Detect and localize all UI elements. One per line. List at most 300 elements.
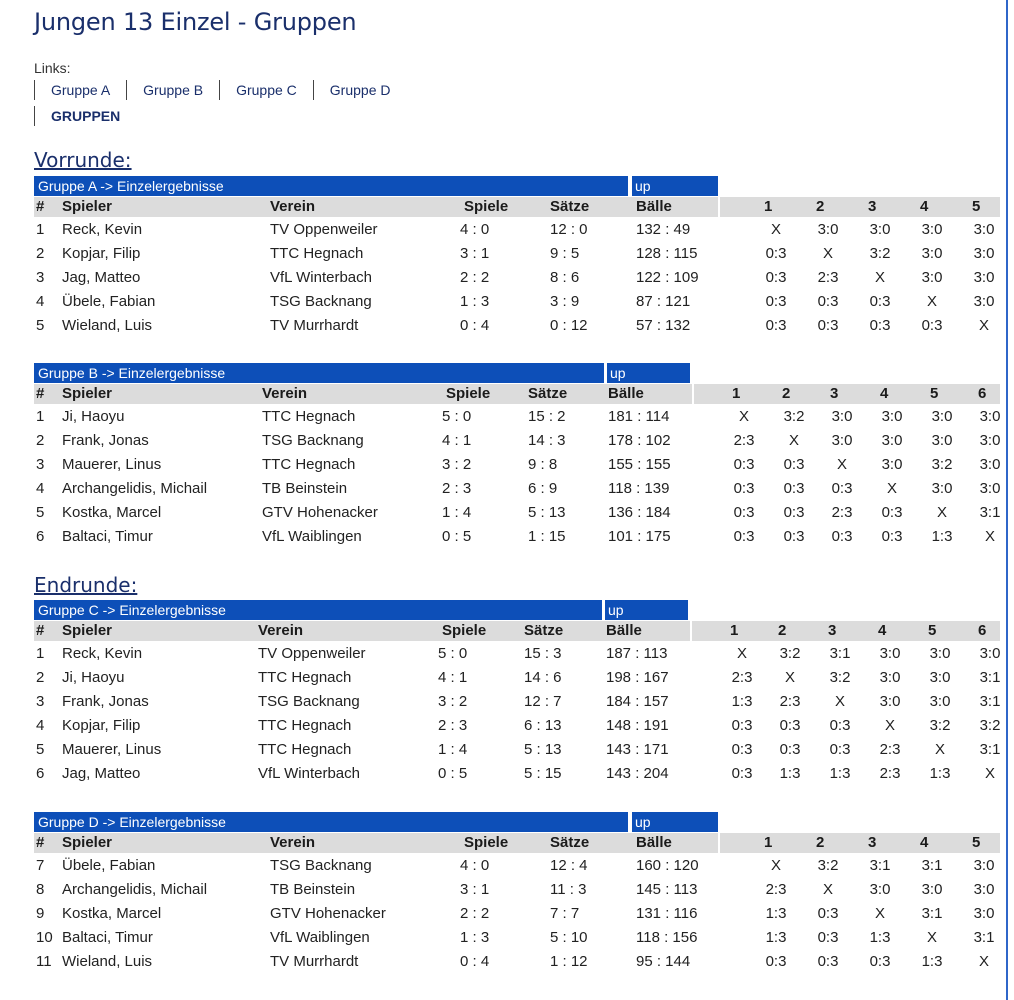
match-result[interactable]: 3:0 [931, 408, 953, 425]
table-header-row [34, 832, 1000, 854]
match-result[interactable]: 3:0 [879, 669, 901, 686]
match-result[interactable]: 3:2 [979, 717, 1001, 734]
sets-score: 9 : 8 [528, 456, 558, 473]
player-club: TTC Hegnach [270, 245, 364, 262]
page-frame-border [1006, 0, 1008, 1000]
match-result[interactable]: 3:0 [929, 645, 951, 662]
match-result[interactable]: 0:3 [817, 953, 839, 970]
match-result[interactable]: X [738, 408, 749, 425]
match-result[interactable]: 3:0 [881, 408, 903, 425]
group-table [34, 176, 1000, 338]
match-result[interactable]: 0:3 [921, 317, 943, 334]
match-result[interactable]: 1:3 [921, 953, 943, 970]
match-result[interactable]: 0:3 [817, 905, 839, 922]
match-result[interactable]: 0:3 [869, 953, 891, 970]
header-verein: Verein [270, 834, 316, 851]
table-row [34, 429, 1000, 453]
match-result[interactable]: 2:3 [731, 669, 753, 686]
match-result[interactable]: 0:3 [869, 317, 891, 334]
player-name: Frank, Jonas [62, 693, 149, 710]
balls-score: 145 : 113 [636, 881, 698, 898]
match-result[interactable]: 3:1 [979, 693, 1001, 710]
header-opponent-2: 2 [816, 198, 825, 215]
player-club: VfL Winterbach [258, 765, 360, 782]
match-result[interactable]: 3:0 [921, 881, 943, 898]
header-saetze: Sätze [550, 198, 590, 215]
match-result[interactable]: X [926, 929, 937, 946]
player-club: TV Murrhardt [270, 953, 359, 970]
match-result[interactable]: 3:0 [973, 221, 995, 238]
balls-score: 131 : 116 [636, 905, 698, 922]
match-result[interactable]: 0:3 [765, 293, 787, 310]
player-club: TSG Backnang [270, 857, 372, 874]
match-result[interactable]: X [884, 717, 895, 734]
match-result[interactable]: 0:3 [733, 480, 755, 497]
header-spieler: Spieler [62, 385, 113, 402]
link-gruppe-d[interactable]: Gruppe D [313, 80, 407, 100]
match-result[interactable]: X [770, 857, 781, 874]
header-background [34, 384, 692, 404]
match-result[interactable]: 0:3 [783, 528, 805, 545]
group-header-bar [34, 176, 1000, 196]
match-result[interactable]: 3:0 [869, 881, 891, 898]
sets-score: 6 : 9 [528, 480, 558, 497]
match-result[interactable]: X [978, 953, 989, 970]
match-result[interactable]: 0:3 [733, 456, 755, 473]
match-result[interactable]: 3:0 [973, 293, 995, 310]
group-title-link[interactable]: Gruppe C -> Einzelergebnisse [34, 600, 602, 620]
games-score: 4 : 0 [460, 221, 490, 238]
games-score: 3 : 1 [460, 245, 490, 262]
balls-score: 101 : 175 [608, 528, 671, 545]
match-result[interactable]: 3:2 [817, 857, 839, 874]
match-result[interactable]: 2:3 [765, 881, 787, 898]
player-name: Reck, Kevin [62, 645, 143, 662]
header-opponent-5: 5 [928, 622, 937, 639]
match-result[interactable]: X [984, 528, 995, 545]
match-result[interactable]: 0:3 [783, 504, 805, 521]
player-club: TV Oppenweiler [270, 221, 378, 238]
table-header-row [34, 196, 1000, 218]
player-club: TTC Hegnach [258, 717, 352, 734]
match-result[interactable]: 2:3 [879, 741, 901, 758]
player-name: Mauerer, Linus [62, 456, 162, 473]
section-vorrunde: Vorrunde: [34, 148, 132, 172]
games-score: 3 : 2 [442, 456, 472, 473]
games-score: 4 : 1 [442, 432, 472, 449]
match-result[interactable]: 3:1 [979, 669, 1001, 686]
sets-score: 12 : 4 [550, 857, 588, 874]
match-result[interactable]: 3:1 [979, 741, 1001, 758]
match-result[interactable]: 3:0 [921, 269, 943, 286]
match-result[interactable]: 2:3 [779, 693, 801, 710]
match-result[interactable]: X [926, 293, 937, 310]
match-result[interactable]: 0:3 [779, 741, 801, 758]
player-name: Archangelidis, Michail [62, 881, 208, 898]
player-rank: 3 [36, 269, 45, 286]
sets-score: 3 : 9 [550, 293, 580, 310]
link-gruppe-c[interactable]: Gruppe C [219, 80, 313, 100]
player-club: TTC Hegnach [262, 408, 356, 425]
table-row [34, 714, 1000, 738]
header-spiele: Spiele [442, 622, 487, 639]
header-opponent-5: 5 [972, 834, 981, 851]
player-club: TSG Backnang [270, 293, 372, 310]
header-opponent-5: 5 [972, 198, 981, 215]
match-result[interactable]: 3:0 [921, 245, 943, 262]
games-score: 0 : 5 [442, 528, 472, 545]
group-up-link[interactable]: up [632, 812, 718, 832]
header-spieler: Spieler [62, 198, 113, 215]
games-score: 4 : 1 [438, 669, 468, 686]
group-header-bar [34, 600, 1000, 620]
balls-score: 155 : 155 [608, 456, 671, 473]
games-score: 2 : 2 [460, 905, 490, 922]
match-result[interactable]: 1:3 [829, 765, 851, 782]
match-result[interactable]: 3:2 [779, 645, 801, 662]
match-result[interactable]: 3:0 [973, 905, 995, 922]
match-result[interactable]: 0:3 [829, 741, 851, 758]
match-result[interactable]: 0:3 [731, 765, 753, 782]
match-result[interactable]: 3:0 [979, 456, 1001, 473]
match-result[interactable]: 3:2 [783, 408, 805, 425]
sets-score: 15 : 2 [528, 408, 566, 425]
header-opponent-3: 3 [868, 198, 877, 215]
group-table [34, 363, 1000, 549]
player-rank: 2 [36, 669, 45, 686]
table-header-row [34, 383, 1000, 405]
balls-score: 132 : 49 [636, 221, 691, 238]
sets-score: 1 : 12 [550, 953, 588, 970]
match-result[interactable]: 3:0 [929, 669, 951, 686]
header-baelle: Bälle [608, 385, 644, 402]
player-name: Wieland, Luis [62, 953, 153, 970]
player-rank: 1 [36, 221, 45, 238]
table-row [34, 477, 1000, 501]
match-result[interactable]: 0:3 [817, 929, 839, 946]
match-result[interactable]: 3:1 [869, 857, 891, 874]
player-rank: 7 [36, 857, 45, 874]
sets-score: 14 : 3 [528, 432, 566, 449]
match-result[interactable]: 1:3 [765, 905, 787, 922]
games-score: 1 : 3 [460, 929, 490, 946]
group-title-link[interactable]: Gruppe A -> Einzelergebnisse [34, 176, 628, 196]
match-result[interactable]: 0:3 [829, 717, 851, 734]
player-name: Baltaci, Timur [62, 528, 153, 545]
player-name: Jag, Matteo [62, 269, 141, 286]
match-result[interactable]: 3:0 [921, 221, 943, 238]
match-result[interactable]: 0:3 [783, 456, 805, 473]
match-result[interactable]: X [984, 765, 995, 782]
games-score: 1 : 3 [460, 293, 490, 310]
match-result[interactable]: 3:0 [879, 645, 901, 662]
header-opponent-4: 4 [920, 834, 929, 851]
header-background [34, 197, 718, 217]
header-opponent-4: 4 [878, 622, 887, 639]
match-result[interactable]: X [836, 456, 847, 473]
header-opponent-6: 6 [978, 622, 987, 639]
table-row [34, 762, 1000, 786]
balls-score: 187 : 113 [606, 645, 668, 662]
group-up-link[interactable]: up [607, 363, 690, 383]
match-result[interactable]: 2:3 [733, 432, 755, 449]
games-score: 5 : 0 [442, 408, 472, 425]
header-opponent-1: 1 [730, 622, 739, 639]
link-gruppe-a[interactable]: Gruppe A [34, 80, 126, 100]
player-name: Kostka, Marcel [62, 905, 162, 922]
match-result[interactable]: 3:0 [831, 408, 853, 425]
balls-score: 95 : 144 [636, 953, 691, 970]
games-score: 2 : 3 [442, 480, 472, 497]
match-result[interactable]: 1:3 [765, 929, 787, 946]
header-baelle: Bälle [636, 834, 672, 851]
header-opponent-1: 1 [732, 385, 741, 402]
header-spiele: Spiele [446, 385, 491, 402]
balls-score: 128 : 115 [636, 245, 698, 262]
games-score: 2 : 3 [438, 717, 468, 734]
player-rank: 2 [36, 245, 45, 262]
match-result[interactable]: X [934, 741, 945, 758]
match-result[interactable]: 3:1 [979, 504, 1001, 521]
group-table [34, 600, 1000, 786]
player-rank: 3 [36, 456, 45, 473]
player-name: Mauerer, Linus [62, 741, 162, 758]
balls-score: 181 : 114 [608, 408, 670, 425]
balls-score: 160 : 120 [636, 857, 699, 874]
group-table [34, 812, 1000, 974]
player-name: Kostka, Marcel [62, 504, 162, 521]
sets-score: 5 : 10 [550, 929, 588, 946]
match-result[interactable]: 2:3 [831, 504, 853, 521]
header-spieler: Spieler [62, 834, 113, 851]
games-score: 1 : 4 [442, 504, 472, 521]
sets-score: 5 : 13 [528, 504, 566, 521]
player-rank: 5 [36, 504, 45, 521]
match-result[interactable]: 3:1 [921, 905, 943, 922]
match-result[interactable]: X [788, 432, 799, 449]
match-result[interactable]: X [834, 693, 845, 710]
header-opponent-3: 3 [828, 622, 837, 639]
match-result[interactable]: 3:2 [929, 717, 951, 734]
balls-score: 143 : 171 [606, 741, 669, 758]
header-baelle: Bälle [606, 622, 642, 639]
match-result[interactable]: X [874, 905, 885, 922]
group-title-link[interactable]: Gruppe B -> Einzelergebnisse [34, 363, 604, 383]
match-result[interactable]: 0:3 [783, 480, 805, 497]
match-result[interactable]: 0:3 [779, 717, 801, 734]
sets-score: 5 : 15 [524, 765, 562, 782]
balls-score: 178 : 102 [608, 432, 671, 449]
header-saetze: Sätze [550, 834, 590, 851]
games-score: 0 : 4 [460, 953, 490, 970]
match-result[interactable]: 0:3 [765, 317, 787, 334]
header-spiele: Spiele [464, 834, 509, 851]
table-row [34, 453, 1000, 477]
player-name: Wieland, Luis [62, 317, 153, 334]
header-opponent-3: 3 [868, 834, 877, 851]
player-rank: 4 [36, 293, 45, 310]
match-result[interactable]: X [822, 881, 833, 898]
group-title-link[interactable]: Gruppe D -> Einzelergebnisse [34, 812, 628, 832]
player-name: Übele, Fabian [62, 293, 156, 310]
header-opponent-1: 1 [764, 198, 773, 215]
table-row [34, 926, 1000, 950]
match-result[interactable]: 0:3 [765, 953, 787, 970]
match-result[interactable]: 0:3 [765, 269, 787, 286]
player-rank: 10 [36, 929, 53, 946]
games-score: 3 : 2 [438, 693, 468, 710]
match-result[interactable]: 3:2 [869, 245, 891, 262]
games-score: 0 : 5 [438, 765, 468, 782]
table-header-row [34, 620, 1000, 642]
match-result[interactable]: X [886, 480, 897, 497]
match-result[interactable]: 1:3 [929, 765, 951, 782]
match-result[interactable]: X [736, 645, 747, 662]
player-name: Archangelidis, Michail [62, 480, 208, 497]
player-name: Übele, Fabian [62, 857, 156, 874]
link-gruppe-b[interactable]: Gruppe B [126, 80, 219, 100]
player-rank: 5 [36, 317, 45, 334]
match-result[interactable]: 3:0 [973, 857, 995, 874]
player-club: VfL Winterbach [270, 269, 372, 286]
player-club: TB Beinstein [270, 881, 356, 898]
match-result[interactable]: 3:2 [931, 456, 953, 473]
header-opponent-4: 4 [920, 198, 929, 215]
match-result[interactable]: 0:3 [733, 528, 755, 545]
match-result[interactable]: 3:0 [929, 693, 951, 710]
match-result[interactable]: 3:0 [881, 456, 903, 473]
header-baelle: Bälle [636, 198, 672, 215]
match-result[interactable]: 3:0 [979, 408, 1001, 425]
player-rank: 6 [36, 765, 45, 782]
match-result[interactable]: 3:2 [829, 669, 851, 686]
table-row [34, 878, 1000, 902]
match-result[interactable]: 0:3 [881, 504, 903, 521]
header-num: # [36, 834, 45, 851]
header-verein: Verein [270, 198, 316, 215]
match-result[interactable]: X [822, 245, 833, 262]
header-opponent-2: 2 [782, 385, 791, 402]
match-result[interactable]: 0:3 [733, 504, 755, 521]
header-opponent-4: 4 [880, 385, 889, 402]
group-header-bar [34, 363, 1000, 383]
match-result[interactable]: 3:0 [879, 693, 901, 710]
match-result[interactable]: 3:0 [881, 432, 903, 449]
header-opponent-6: 6 [978, 385, 987, 402]
games-score: 0 : 4 [460, 317, 490, 334]
match-result[interactable]: 0:3 [731, 741, 753, 758]
match-result[interactable]: 0:3 [765, 245, 787, 262]
match-result[interactable]: 2:3 [879, 765, 901, 782]
header-num: # [36, 198, 45, 215]
match-result[interactable]: X [784, 669, 795, 686]
player-name: Baltaci, Timur [62, 929, 153, 946]
match-result[interactable]: 0:3 [881, 528, 903, 545]
balls-score: 87 : 121 [636, 293, 691, 310]
match-result[interactable]: 3:1 [829, 645, 851, 662]
balls-score: 198 : 167 [606, 669, 669, 686]
match-result[interactable]: 1:3 [731, 693, 753, 710]
match-result[interactable]: 0:3 [831, 480, 853, 497]
player-club: TB Beinstein [262, 480, 348, 497]
player-club: TSG Backnang [262, 432, 364, 449]
match-result[interactable]: 1:3 [869, 929, 891, 946]
match-result[interactable]: 3:0 [931, 480, 953, 497]
match-result[interactable]: 0:3 [731, 717, 753, 734]
player-name: Kopjar, Filip [62, 717, 141, 734]
header-spiele: Spiele [464, 198, 509, 215]
table-row [34, 266, 1000, 290]
match-result[interactable]: 0:3 [817, 317, 839, 334]
match-result[interactable]: 0:3 [831, 528, 853, 545]
sets-score: 6 : 13 [524, 717, 562, 734]
match-result[interactable]: 1:3 [931, 528, 953, 545]
table-row [34, 405, 1000, 429]
table-row [34, 314, 1000, 338]
match-result[interactable]: 3:0 [979, 432, 1001, 449]
match-result[interactable]: 3:1 [921, 857, 943, 874]
table-row [34, 854, 1000, 878]
sets-score: 14 : 6 [524, 669, 562, 686]
group-up-link[interactable]: up [605, 600, 688, 620]
group-up-link[interactable]: up [632, 176, 718, 196]
header-opponent-2: 2 [778, 622, 787, 639]
match-result[interactable]: 1:3 [779, 765, 801, 782]
match-result[interactable]: 3:1 [973, 929, 995, 946]
balls-score: 143 : 204 [606, 765, 669, 782]
match-result[interactable]: 3:0 [979, 645, 1001, 662]
match-result[interactable]: 3:0 [831, 432, 853, 449]
table-row [34, 242, 1000, 266]
match-result[interactable]: 3:0 [931, 432, 953, 449]
games-score: 2 : 2 [460, 269, 490, 286]
match-result[interactable]: 3:0 [973, 881, 995, 898]
balls-score: 118 : 139 [608, 480, 670, 497]
sets-score: 0 : 12 [550, 317, 588, 334]
match-result[interactable]: X [978, 317, 989, 334]
player-club: TTC Hegnach [262, 456, 356, 473]
match-result[interactable]: 3:0 [817, 221, 839, 238]
player-name: Reck, Kevin [62, 221, 143, 238]
header-opponent-2: 2 [816, 834, 825, 851]
balls-score: 57 : 132 [636, 317, 691, 334]
player-rank: 6 [36, 528, 45, 545]
header-background [720, 197, 1000, 217]
match-result[interactable]: X [936, 504, 947, 521]
table-row [34, 690, 1000, 714]
match-result[interactable]: 3:0 [869, 221, 891, 238]
games-score: 5 : 0 [438, 645, 468, 662]
match-result[interactable]: 3:0 [973, 245, 995, 262]
match-result[interactable]: 3:0 [973, 269, 995, 286]
match-result[interactable]: 3:0 [979, 480, 1001, 497]
match-result[interactable]: X [874, 269, 885, 286]
match-result[interactable]: 0:3 [869, 293, 891, 310]
match-result[interactable]: 2:3 [817, 269, 839, 286]
table-row [34, 501, 1000, 525]
sets-score: 12 : 0 [550, 221, 588, 238]
match-result[interactable]: 0:3 [817, 293, 839, 310]
player-rank: 1 [36, 408, 45, 425]
player-name: Jag, Matteo [62, 765, 141, 782]
balls-score: 184 : 157 [606, 693, 669, 710]
sets-score: 9 : 5 [550, 245, 580, 262]
match-result[interactable]: X [770, 221, 781, 238]
table-row [34, 666, 1000, 690]
games-score: 1 : 4 [438, 741, 468, 758]
player-rank: 5 [36, 741, 45, 758]
balls-score: 122 : 109 [636, 269, 699, 286]
